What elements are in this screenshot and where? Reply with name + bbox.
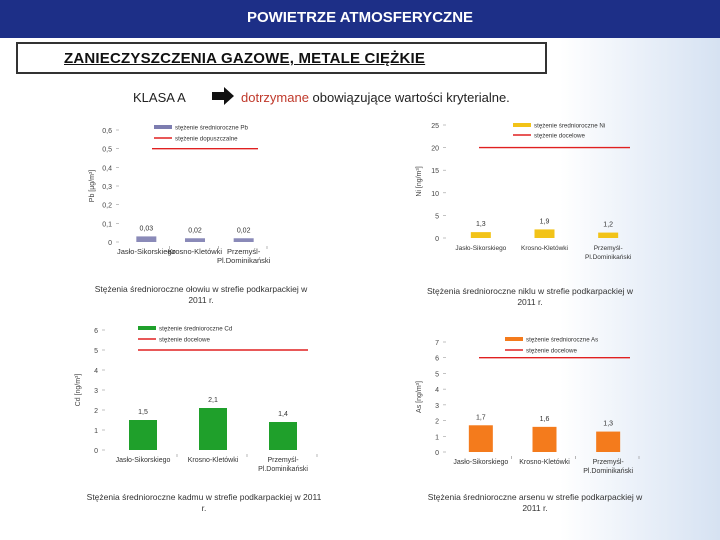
ni-value-label: 1,3 [475,221,486,229]
cd-value-label: 1,4 [278,411,288,418]
cd-ytick-label: 5 [94,348,98,355]
cd-legend-mean-swatch [138,326,156,330]
ni-ylabel: Ni [ng/m³] [416,166,423,197]
cd-ytick-label: 6 [94,328,98,335]
cd-legend-limit-label: stężenie docelowe [159,336,210,344]
pb-legend-limit-label: stężenie dopuszczalne [175,135,238,143]
page-header [0,0,720,38]
as-category-label: Krosno-Kletówki [519,459,570,466]
as-value-label: 1,6 [539,415,550,423]
as-legend-mean-label: stężenie średnioroczne As [526,336,599,344]
pb-ytick-label: 0,5 [102,146,112,154]
ni-category-label: Pl.Dominikański [585,254,632,261]
as-value-label: 1,3 [603,420,614,428]
ni-bar [598,233,618,238]
pb-chart [88,120,360,280]
as-category-label: Przemyśl- [592,459,624,466]
cd-category-label: Krosno-Kletówki [187,457,239,464]
cd-chart-caption: Stężenia średnioroczne kadmu w strefie podkarpackiej w 2011 r. [86,492,322,513]
ni-value-label: 1,2 [603,221,614,229]
pb-value-label: 0,02 [188,227,202,235]
ni-legend-mean-swatch [513,123,531,127]
pb-value-label: 0,02 [236,227,251,235]
ni-ytick-label: 0 [435,236,439,243]
pb-bar [185,238,205,242]
pb-ytick-label: 0,2 [102,202,112,210]
pb-legend-mean-swatch [154,125,172,129]
pb-category-label: Krosno-Kletówki [167,247,223,256]
ni-value-label: 1,9 [539,218,550,226]
as-chart-caption: Stężenia średnioroczne arsenu w strefie podkarpackiej w 2011 r. [427,492,643,513]
page-title: POWIETRZE ATMOSFERYCZNE [246,9,474,26]
as-ylabel: As [ng/m³] [416,381,423,413]
ni-legend-limit-label: stężenie docelowe [534,132,585,140]
as-ytick-label: 1 [435,434,439,442]
ni-chart [415,118,640,278]
ni-chart-caption: Stężenia średnioroczne niklu w strefie podkarpackiej w 2011 r. [427,286,633,307]
cd-value-label: 1,5 [138,409,148,416]
cd-category-label: Jasło-Sikorskiego [115,457,171,464]
cd-ytick-label: 1 [94,428,98,435]
pb-ytick-label: 0,6 [102,128,112,135]
pb-value-label: 0,03 [139,225,154,233]
pb-ytick-label: 0,3 [102,184,112,191]
as-bar [469,425,493,452]
as-ytick-label: 6 [435,355,439,363]
as-value-label: 1,7 [475,414,486,422]
as-ytick-label: 4 [435,387,439,395]
ni-category-label: Przemyśl- [593,245,623,252]
ni-bar [471,232,491,238]
pb-category-label: Przemyśl- [226,247,261,256]
cd-value-label: 2,1 [208,397,218,404]
cd-category-label: Przemyśl- [267,457,299,464]
pb-bar [234,238,254,242]
pb-ylabel: Pb [µg/m³] [89,169,96,203]
arrow-right-icon [212,87,234,105]
pb-category-label: Pl.Dominikański [216,256,271,265]
subtitle-box [16,42,547,74]
ni-bar [535,229,555,238]
klasa-label: KLASA A [133,90,186,105]
cd-bar [269,422,297,450]
ni-category-label: Jasło-Sikorskiego [455,245,507,252]
as-legend-limit-label: stężenie docelowe [526,347,577,355]
as-category-label: Jasło-Sikorskiego [453,459,509,466]
as-ytick-label: 7 [435,340,439,347]
cd-category-label: Pl.Dominikański [258,466,308,473]
cd-ytick-label: 2 [94,408,98,415]
pb-ytick-label: 0 [108,240,112,247]
cd-legend-mean-label: stężenie średnioroczne Cd [159,325,233,333]
ni-ytick-label: 25 [431,123,439,130]
klasa-description-rest: obowiązujące wartości kryterialne. [308,90,510,105]
cd-ytick-label: 4 [94,368,98,375]
klasa-description [241,90,510,105]
klasa-description-highlight: dotrzymane [241,90,309,105]
pb-category-label: Jasło-Sikorskiego [116,247,176,256]
ni-ytick-label: 10 [431,190,439,198]
ni-legend-mean-label: stężenie średnioroczne Ni [534,122,606,130]
cd-bar [129,420,157,450]
as-ytick-label: 3 [435,402,439,410]
as-bar [596,432,620,452]
subtitle-text: ZANIECZYSZCZENIA GAZOWE, METALE CIĘŻKIE [64,50,426,67]
as-ytick-label: 2 [435,418,439,426]
ni-category-label: Krosno-Kletówki [521,245,568,252]
cd-ytick-label: 3 [94,388,98,395]
pb-legend-mean-label: stężenie średnioroczne Pb [175,124,248,132]
ni-ytick-label: 5 [435,213,439,221]
as-ytick-label: 0 [435,450,439,457]
cd-ytick-label: 0 [94,448,98,455]
cd-chart [75,320,328,480]
cd-bar [199,408,227,450]
ni-ytick-label: 15 [431,168,439,176]
as-category-label: Pl.Dominikański [583,468,634,475]
pb-bar [136,236,156,242]
ni-ytick-label: 20 [431,145,439,153]
as-bar [533,427,557,452]
as-chart [415,330,640,480]
as-legend-mean-swatch [505,337,523,341]
as-ytick-label: 5 [435,371,439,379]
pb-ytick-label: 0,4 [102,165,112,173]
pb-chart-caption: Stężenia średnioroczne ołowiu w strefie podkarpackiej w 2011 r. [94,284,308,305]
pb-ytick-label: 0,1 [102,221,112,229]
cd-ylabel: Cd [ng/m³] [75,373,82,407]
